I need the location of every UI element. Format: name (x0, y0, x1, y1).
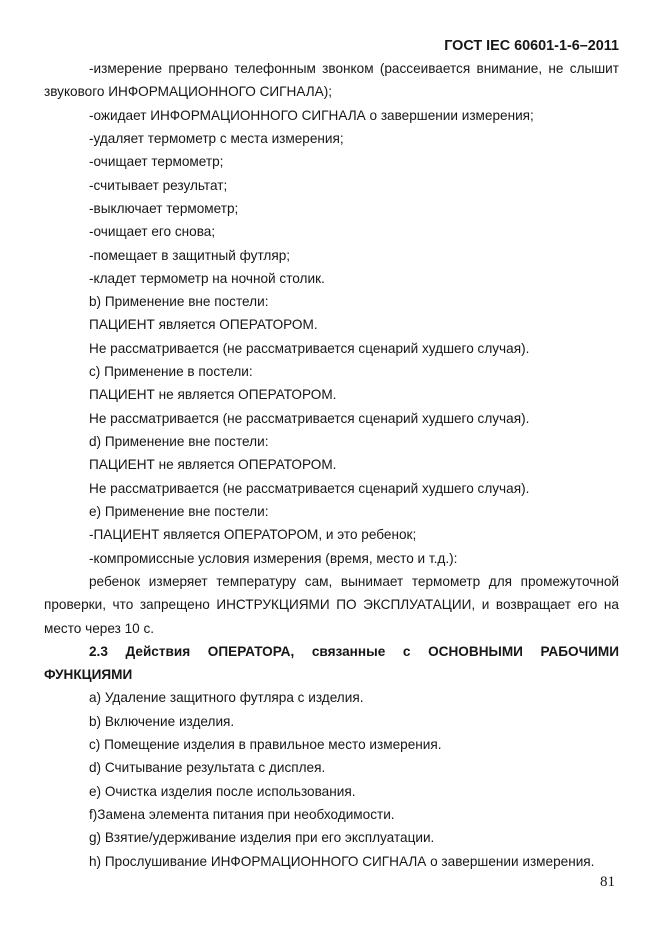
body-paragraph (44, 453, 619, 476)
paragraph-line: -очищает его снова; (89, 224, 216, 240)
paragraph-line: -компромиссные условия измерения (время, место и т.д.): (89, 550, 458, 566)
paragraph-line: -ПАЦИЕНТ является ОПЕРАТОРОМ, и это ребенок; (89, 527, 417, 543)
paragraph-line: проверки, что запрещено ИНСТРУКЦИЯМИ ПО ЭКСПЛУАТАЦИИ, и возвращает его на (44, 597, 619, 613)
paragraph-line: b) Применение вне постели: (89, 294, 269, 310)
paragraph-line: 2.3 Действия ОПЕРАТОРА, связанные с ОСНОВНЫМИ РАБОЧИМИ (89, 643, 619, 659)
section-heading (44, 640, 619, 687)
paragraph-line: ФУНКЦИЯМИ (44, 667, 133, 683)
paragraph-line: Не рассматривается (не рассматривается сценарий худшего случая). (89, 480, 530, 496)
body-paragraph (44, 267, 619, 290)
body-paragraph (44, 733, 619, 756)
paragraph-line: звукового ИНФОРМАЦИОННОГО СИГНАЛА); (44, 84, 333, 100)
paragraph-line: g) Взятие/удерживание изделия при его эксплуатации. (89, 830, 435, 846)
paragraph-line: -ожидает ИНФОРМАЦИОННОГО СИГНАЛА о завершении измерения; (89, 107, 534, 123)
body-paragraph (44, 407, 619, 430)
paragraph-line: c) Применение в постели: (89, 364, 253, 380)
paragraph-line: f)Замена элемента питания при необходимости. (89, 807, 395, 822)
paragraph-line: Не рассматривается (не рассматривается сценарий худшего случая). (89, 410, 530, 426)
page-number: 81 (600, 874, 615, 890)
standard-number: ГОСТ IEC 60601-1-6–2011 (444, 38, 619, 54)
body-paragraph (44, 197, 619, 220)
body-paragraph (44, 174, 619, 197)
paragraph-line: d) Считывание результата с дисплея. (89, 760, 326, 776)
body-paragraph (44, 337, 619, 360)
body-paragraph (44, 430, 619, 453)
paragraph-line: ПАЦИЕНТ не является ОПЕРАТОРОМ. (89, 387, 337, 403)
paragraph-line: ребенок измеряет температуру сам, вынимает термометр для промежуточной (89, 573, 619, 589)
body-paragraph (44, 710, 619, 733)
page-content (44, 57, 619, 873)
body-paragraph (44, 244, 619, 267)
paragraph-line: -выключает термометр; (89, 200, 239, 216)
body-paragraph (44, 686, 619, 709)
body-paragraph (44, 150, 619, 173)
body-paragraph (44, 523, 619, 546)
paragraph-line: b) Включение изделия. (89, 713, 235, 729)
paragraph-line: ПАЦИЕНТ является ОПЕРАТОРОМ. (89, 317, 318, 333)
paragraph-line: Не рассматривается (не рассматривается сценарий худшего случая). (89, 340, 530, 356)
paragraph-line: c) Помещение изделия в правильное место измерения. (89, 737, 442, 753)
paragraph-line: ПАЦИЕНТ не является ОПЕРАТОРОМ. (89, 457, 337, 473)
paragraph-line: h) Прослушивание ИНФОРМАЦИОННОГО СИГНАЛА о завершении измерения. (89, 853, 595, 869)
paragraph-line: -измерение прервано телефонным звонком (рассеивается внимание, не слышит (89, 61, 619, 76)
body-paragraph (44, 570, 619, 640)
body-paragraph (44, 57, 619, 104)
body-paragraph (44, 547, 619, 570)
paragraph-line: -очищает термометр; (89, 154, 224, 170)
body-paragraph (44, 500, 619, 523)
paragraph-line: место через 10 с. (44, 620, 155, 636)
body-paragraph (44, 383, 619, 406)
paragraph-line: -помещает в защитный футляр; (89, 247, 291, 263)
body-paragraph (44, 104, 619, 127)
body-paragraph (44, 360, 619, 383)
body-paragraph (44, 826, 619, 849)
body-paragraph (44, 290, 619, 313)
body-paragraph (44, 850, 619, 873)
body-paragraph (44, 220, 619, 243)
paragraph-line: e) Очистка изделия после использования. (89, 783, 356, 799)
paragraph-line: d) Применение вне постели: (89, 434, 269, 449)
body-paragraph (44, 756, 619, 779)
paragraph-line: -считывает результат; (89, 177, 228, 193)
paragraph-line: e) Применение вне постели: (89, 503, 269, 519)
paragraph-line: a) Удаление защитного футляра с изделия. (89, 690, 364, 706)
body-paragraph (44, 477, 619, 500)
body-paragraph (44, 803, 619, 826)
body-paragraph (44, 127, 619, 150)
paragraph-line: -кладет термометр на ночной столик. (89, 270, 325, 286)
paragraph-line: -удаляет термометр с места измерения; (89, 130, 344, 146)
body-paragraph (44, 780, 619, 803)
body-paragraph (44, 313, 619, 336)
document-header (44, 38, 619, 54)
